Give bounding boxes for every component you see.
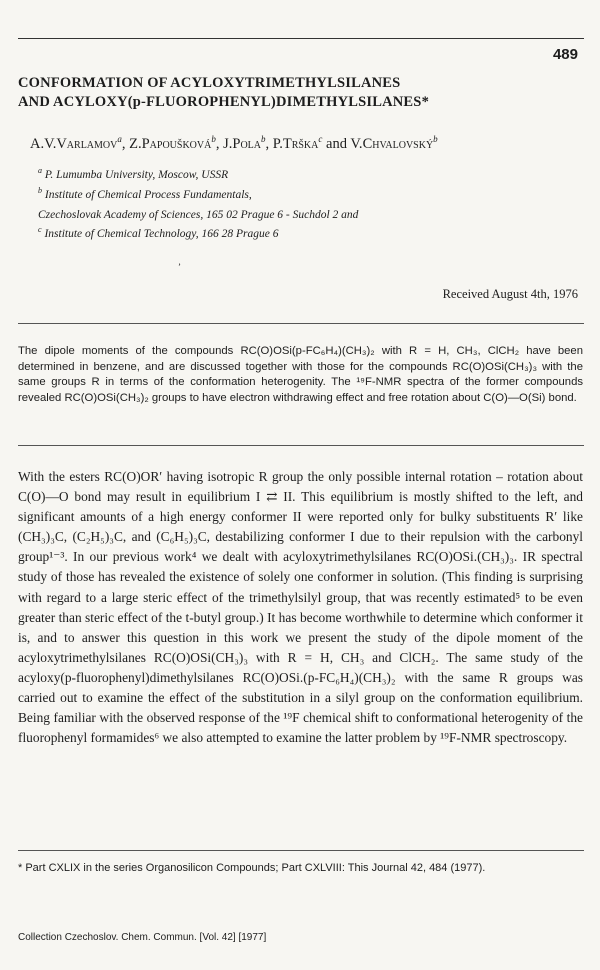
title-line: AND ACYLOXY(p-FLUOROPHENYL)DIMETHYLSILANES* bbox=[18, 94, 430, 110]
author-list: A.V.Varlamov$^a$, Z.Papoušková$^b$, J.Pola$^b$, P.Trška$^c$ and V.Chvalovský$^b$ bbox=[30, 134, 438, 152]
article-title bbox=[18, 74, 578, 112]
author: Z.Papoušková$^b$ bbox=[129, 134, 216, 152]
authors-conjunction: and bbox=[326, 135, 347, 152]
author: A.V.Varlamov$^a$ bbox=[30, 134, 122, 152]
author: J.Pola$^b$ bbox=[223, 134, 266, 152]
journal-footer: Collection Czechoslov. Chem. Commun. [Vol. 42] [1977] bbox=[18, 932, 267, 943]
author: P.Trška$^c$ bbox=[272, 134, 323, 152]
received-date: Received August 4th, 1976 bbox=[442, 287, 578, 301]
affiliation: $^a$ P. Lumumba University, Moscow, USSR bbox=[38, 166, 229, 181]
author: V.Chvalovský$^b$ bbox=[350, 134, 438, 152]
affiliation: $^b$ Institute of Chemical Process Fundamentals, bbox=[38, 185, 252, 201]
abstract-top-rule bbox=[18, 323, 584, 324]
page-number: 489 bbox=[552, 46, 578, 63]
footnote: * Part CXLIX in the series Organosilicon Compounds; Part CXLVIII: This Journal 42, 484 (1977). bbox=[18, 862, 486, 874]
affiliation: $^c$ Institute of Chemical Technology, 166 28 Prague 6 bbox=[38, 225, 279, 241]
header-rule bbox=[18, 38, 584, 39]
abstract-bottom-rule bbox=[18, 445, 584, 446]
stray-mark: ’ bbox=[178, 262, 181, 272]
affiliation: Czechoslovak Academy of Sciences, 165 02 Prague 6 - Suchdol 2 and bbox=[38, 208, 359, 221]
affiliations bbox=[38, 163, 358, 242]
title-line: CONFORMATION OF ACYLOXYTRIMETHYLSILANES bbox=[18, 75, 401, 91]
body-paragraph: With the esters RC(O)OR′ having isotropic R group the only possible internal rotation – rotation about C(O)—O bond may result in equilibrium I ⇄ II. This equilibrium is mostly shifted to the left, and significant amounts of a high energy conformer II were reported only for bulky substituents R′ like (CH₃)₃C, (C₂H₅)₃C, and (C₆H₅)₃C, destabilizing conformer I due to their repulsion with the carbonyl group¹⁻³. In our previous work⁴ we dealt with acyloxytrimethylsilanes RC(O)OSi.(CH₃)₃. IR spectral study of those has revealed the existence of solely one conformer in solution. (This finding is surprising with regard to a large steric effect of the trimethylsilyl group, that was recently estimated⁵ to be even greater than steric effect of the t-butyl group.) It has become worthwhile to determine which conformer it is, and to answer this question in this work we present the study of the dipole moment of the acyloxytrimethylsilanes RC(O)OSi(CH₃)₃ with R = H, CH₃ and ClCH₂. The same study of the acyloxy(p-fluorophenyl)dimethylsilanes RC(O)OSi.(p-FC₆H₄)(CH₃)₂ with the same R groups was carried out to examine the effect of the substitution in a silyl group on the conformation equilibrium. Being familiar with the observed response of the ¹⁹F chemical shift to conformational heterogenity of the fluorophenyl formamides⁶ we also attempted to examine the latter problem by ¹⁹F-NMR spectroscopy. bbox=[18, 469, 583, 746]
abstract: The dipole moments of the compounds RC(O)OSi(p-FC₆H₄)(CH₃)₂ with R = H, CH₃, ClCH₂ have been determined in benzene, and are discussed together with those for the compounds RC(O)OSi(CH₃)₃ with the same groups R in terms of the conformation heterogenity. The ¹⁹F-NMR spectra of the former compounds revealed RC(O)OSi(CH₃)₂ groups to have electron withdrawing effect and free rotation about C(O)—O(Si) bond. bbox=[18, 345, 583, 404]
footnote-rule bbox=[18, 850, 584, 851]
